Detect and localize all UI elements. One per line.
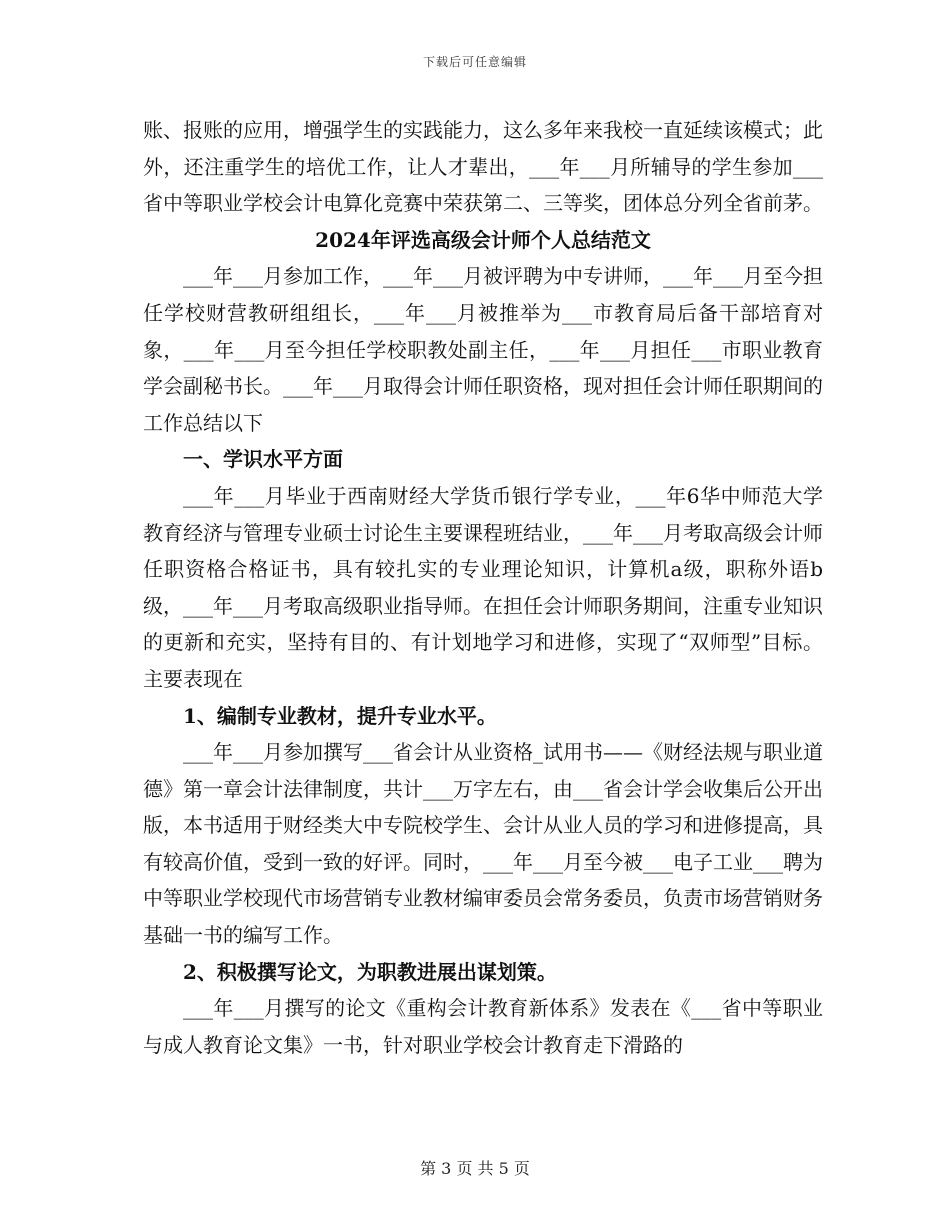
paragraph-textbooks: ___年___月参加撰写___省会计从业资格_试用书——《财经法规与职业道德》第一章会计法律制度，共计___万字左右，由___省会计学会收集后公开出版，本书适用于财经类大中专院校学生、会计从业人员的学习和进修提高，具有较高价值，受到一致的好评。同时，___年___月至今被___电子工业___聘为中等职业学校现代市场营销专业教材编审委员会常务委员，负责市场营销财务基础一书的编写工作。 [143, 740, 823, 948]
paragraph-education: ___年___月毕业于西南财经大学货币银行学专业，___年6华中师范大学教育经济与管理专业硕士讨论生主要课程班结业，___年___月考取高级会计师任职资格合格证书，具有较扎实的专业理论知识，计算机a级，职称外语b级，___年___月考取高级职业指导师。在担任会计师职务期间，注重专业知识的更新和充实，坚持有目的、有计划地学习和进修，实现了“双师型”目标。主要表现在 [143, 483, 823, 691]
section-heading-2: 1、编制专业教材，提升专业水平。 [183, 703, 497, 728]
document-title: 2024年评选高级会计师个人总结范文 [315, 227, 651, 252]
document-body [143, 112, 823, 1063]
section-heading-1: 一、学识水平方面 [183, 447, 343, 472]
page-header: 下载后可任意编辑 [422, 55, 527, 69]
page-number: 第 3 页 共 5 页 [420, 1159, 530, 1178]
paragraph-intro: ___年___月参加工作，___年___月被评聘为中专讲师，___年___月至今担任学校财营教研组组长，___年___月被推举为___市教育局后备干部培育对象，___年___月至今担任学校职教处副主任，___年___月担任___市职业教育学会副秘书长。___年___月取得会计师任职资格，现对担任会计师任职期间的工作总结以下 [143, 264, 823, 435]
paragraph-continued: 账、报账的应用，增强学生的实践能力，这么多年来我校一直延续该模式；此外，还注重学生的培优工作，让人才辈出，___年___月所辅导的学生参加___省中等职业学校会计电算化竞赛中荣获第二、三等奖，团体总分列全省前茅。 [143, 118, 823, 216]
paragraph-papers: ___年___月撰写的论文《重构会计教育新体系》发表在《___省中等职业与成人教育论文集》一书，针对职业学校会计教育走下滑路的 [143, 996, 823, 1057]
section-heading-3: 2、积极撰写论文，为职教进展出谋划策。 [183, 959, 557, 984]
